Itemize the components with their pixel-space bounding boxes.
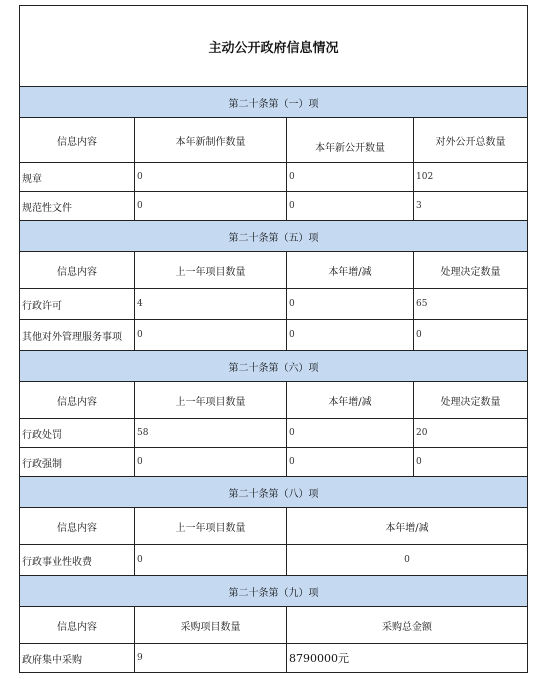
section-row [20, 351, 528, 382]
table-cell: 0 [287, 192, 414, 221]
column-header: 采购项目数量 [135, 607, 287, 644]
table-row [20, 644, 528, 673]
table-row [20, 192, 528, 221]
table-row [20, 289, 528, 320]
section-row [20, 477, 528, 508]
section-heading: 第二十条第（六）项 [20, 351, 528, 382]
column-header: 信息内容 [20, 607, 135, 644]
section-heading: 第二十条第（九）项 [20, 576, 528, 607]
row-label: 规章 [20, 163, 135, 192]
column-header: 本年新公开数量 [287, 118, 414, 163]
column-header: 对外公开总数量 [414, 118, 528, 163]
table-row [20, 448, 528, 477]
table-cell: 9 [135, 644, 287, 673]
title-row [20, 6, 528, 87]
table-row [20, 163, 528, 192]
table-cell: 0 [135, 448, 287, 477]
table-cell: 102 [414, 163, 528, 192]
header-row [20, 252, 528, 289]
table-cell: 58 [135, 419, 287, 448]
table-cell: 0 [414, 448, 528, 477]
column-header: 本年增/减 [287, 508, 528, 545]
section-row [20, 576, 528, 607]
table-cell: 0 [287, 163, 414, 192]
row-label: 规范性文件 [20, 192, 135, 221]
section-heading: 第二十条第（五）项 [20, 221, 528, 252]
table-cell: 0 [135, 545, 287, 576]
column-header: 处理决定数量 [414, 252, 528, 289]
column-header: 处理决定数量 [414, 382, 528, 419]
column-header: 采购总金额 [287, 607, 528, 644]
column-header: 上一年项目数量 [135, 508, 287, 545]
section-heading: 第二十条第（八）项 [20, 477, 528, 508]
row-label: 行政事业性收费 [20, 545, 135, 576]
table-cell: 0 [135, 163, 287, 192]
header-row [20, 382, 528, 419]
table-cell: 0 [287, 320, 414, 351]
table-cell: 65 [414, 289, 528, 320]
column-header: 信息内容 [20, 508, 135, 545]
row-label: 其他对外管理服务事项 [20, 320, 135, 351]
page-title: 主动公开政府信息情况 [20, 6, 528, 87]
table-cell: 0 [287, 289, 414, 320]
column-header: 本年增/减 [287, 252, 414, 289]
header-row [20, 508, 528, 545]
table-cell: 3 [414, 192, 528, 221]
table-cell: 0 [135, 320, 287, 351]
table-cell: 8790000元 [287, 644, 528, 673]
header-row [20, 118, 528, 163]
table-row [20, 320, 528, 351]
row-label: 政府集中采购 [20, 644, 135, 673]
column-header: 本年新制作数量 [135, 118, 287, 163]
header-row [20, 607, 528, 644]
column-header: 信息内容 [20, 118, 135, 163]
row-label: 行政许可 [20, 289, 135, 320]
row-label: 行政强制 [20, 448, 135, 477]
table-cell: 0 [135, 192, 287, 221]
row-label: 行政处罚 [20, 419, 135, 448]
table-cell: 0 [414, 320, 528, 351]
table-row [20, 545, 528, 576]
column-header: 信息内容 [20, 252, 135, 289]
column-header: 本年增/减 [287, 382, 414, 419]
section-row [20, 221, 528, 252]
section-heading: 第二十条第（一）项 [20, 87, 528, 118]
table-cell: 0 [287, 419, 414, 448]
table-cell: 0 [287, 448, 414, 477]
table-cell: 0 [287, 545, 528, 576]
table-cell: 20 [414, 419, 528, 448]
table-cell: 4 [135, 289, 287, 320]
disclosure-sheet [19, 5, 527, 673]
table-row [20, 419, 528, 448]
column-header: 上一年项目数量 [135, 382, 287, 419]
section-row [20, 87, 528, 118]
column-header: 上一年项目数量 [135, 252, 287, 289]
disclosure-table [19, 5, 528, 673]
column-header: 信息内容 [20, 382, 135, 419]
